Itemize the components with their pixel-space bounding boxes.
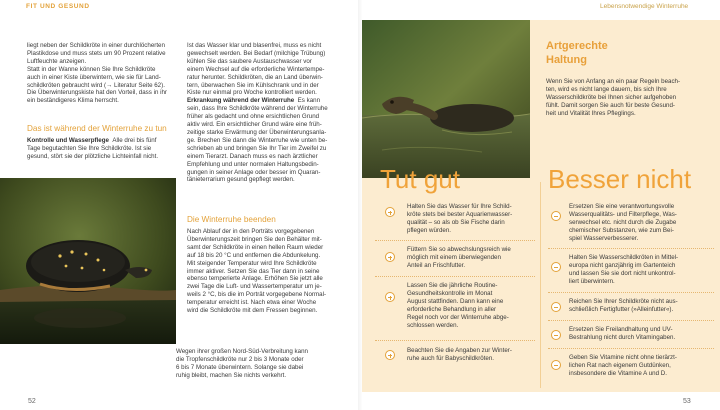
text-line: Regel noch vor der Winterruhe abge- <box>407 313 509 321</box>
turtle-photo <box>0 178 176 344</box>
text-line: ge. Brechen Sie dann die Winterruhe wie unten be- <box>187 136 328 144</box>
text-line: ein beständigeres Klima herrscht. <box>27 97 119 105</box>
text-line: gungen in seiner Anlage oder besser im Quaran- <box>187 168 321 176</box>
separator <box>548 320 714 321</box>
text-line: zwei Tage die Luft- und Wassertemperatur um je- <box>187 283 322 291</box>
text-line: schließlich Fertigfutter (»Alleinfutter«). <box>569 305 674 313</box>
text-line: schrieben ab und bringen Sie Ihr Tier im Zweifel zu <box>187 144 327 152</box>
bad-item <box>569 254 715 286</box>
text-line: ruhig bleibt, machen Sie nichts verkehrt. <box>176 371 287 379</box>
text-line: gewechselt werden. Bei Bedarf (milchige Trübung) <box>187 49 326 57</box>
plus-icon <box>385 350 395 360</box>
text-line: auf 18 bis 20 °C und entfernen die Abdunkelung. <box>187 251 321 259</box>
plus-icon <box>385 252 395 262</box>
box-title-line1: Artgerechte <box>546 40 608 52</box>
text-line: ebenso temperierte Anlage. Erhöhen Sie jetzt alle <box>187 275 323 283</box>
text-line: kröte stets bei bester Aquarienwasser- <box>407 210 513 218</box>
text-line: Bestrahlung nicht durch Vitamingaben. <box>569 333 676 341</box>
text-line: insbesondere die Vitamine A und D. <box>569 369 667 377</box>
text-line: Lassen Sie die jährliche Routine- <box>407 282 498 289</box>
text-line: Nach Ablauf der in den Porträts vorgegebenen <box>187 228 315 235</box>
text-line: schlossen werden. <box>407 321 459 329</box>
text-line: lichen Rat nach eigenem Gutdünken, <box>569 361 671 369</box>
text-line: früher als gedacht und ohne ersichtlichen Grund <box>187 113 320 121</box>
text-line: einem Wechsel auf die erforderliche Wintertempe- <box>187 65 325 73</box>
text-line: Kiste nur einmal pro Woche kontrolliert werden. <box>187 89 317 97</box>
text-line: erforderliche Behandlung in aller <box>407 305 497 313</box>
separator <box>375 240 535 241</box>
text-line: 6 bis 7 Monate überwintern. Solange sie dabei <box>176 363 304 371</box>
text-line: ratur herunter. Schildkröten, die an Land überwin- <box>187 73 323 81</box>
section1-text <box>27 137 182 161</box>
besser-nicht-heading: Besser nicht <box>548 164 692 194</box>
text-line: und lassen Sie sie dort nicht unkontrol- <box>569 269 676 277</box>
plus-icon <box>385 292 395 302</box>
text-line: tern, überwachen Sie im Kühlschrank und in der <box>187 81 319 89</box>
text-line: heit und Vitalität Ihres Pfleglings. <box>546 109 636 117</box>
text-line: Ersetzen Sie eine verantwortungsvolle <box>569 203 675 210</box>
bad-item <box>569 354 715 378</box>
good-item <box>407 203 535 235</box>
text-line: liert überwintern. <box>569 277 615 285</box>
text-line: Halten Sie das Wasser für Ihre Schild- <box>407 203 512 210</box>
text-line: ruhe auch für Babyschildkröten. <box>407 354 495 362</box>
text-line: fühlt. Damit sorgen Sie auch für beste Gesund- <box>546 101 675 109</box>
text-line: August stattfinden. Dann kann eine <box>407 297 504 305</box>
text-line: Überwinterungszeit bringen Sie den Behälter mit- <box>187 235 322 243</box>
panel-divider <box>540 182 541 388</box>
mud-turtle-image <box>362 20 530 178</box>
page-number-right: 53 <box>683 398 691 405</box>
text-line: schildkröten gebraucht wird (→ Literatur Seite 62). <box>27 81 165 89</box>
col2-text <box>187 42 347 184</box>
box-text <box>546 78 714 118</box>
text-line: Halten Sie Wasserschildkröten in Mittel- <box>569 254 679 261</box>
text-line: wird die Schildkröte mit dem Fressen beginnen. <box>187 307 318 315</box>
separator <box>548 348 714 349</box>
text-line: gesund, stört sie der plötzliche Lichteinfall nicht. <box>27 152 159 160</box>
running-header-right: Lebensnotwendige Winterruhe <box>600 3 689 10</box>
text-line: die Tropfenschildkröte nur 2 bis 3 Monate oder <box>176 355 304 363</box>
text-line: spiel Wasserverbesserer. <box>569 234 639 242</box>
page-number-left: 52 <box>28 398 36 405</box>
turtle-photo-right <box>362 20 530 178</box>
good-item <box>407 282 535 329</box>
text-line: Tage begutachten Sie Ihre Schildkröte. Ist sie <box>27 144 152 152</box>
separator <box>548 248 714 249</box>
minus-icon <box>551 302 561 312</box>
section2-text <box>187 228 347 315</box>
text-line: kühlen Sie das saubere Austauschwasser vor <box>187 57 312 65</box>
bad-item <box>569 326 715 342</box>
text-line: auch in einer Kiste überwintern, wie sie für Land- <box>27 73 161 81</box>
text-line: Statt in der Wanne können Sie Ihre Schildkröte <box>27 65 156 73</box>
section-heading-beenden: Die Winterruhe beenden <box>187 215 276 224</box>
text-line: Reichen Sie Ihrer Schildkröte nicht aus- <box>569 298 678 305</box>
bold-lead: Kontrolle und Wasserpflege <box>27 137 109 144</box>
text-line: Empfehlung und unter normalen Haltungsbedin- <box>187 160 319 168</box>
text-line: möglich mit einem überwiegenden <box>407 253 501 261</box>
text-line: liegt neben der Schildkröte in einer durchlöcherten <box>27 42 165 49</box>
text-line: einem Tierarzt. Danach muss es nach ärztlicher <box>187 152 318 160</box>
text-line: Ist das Wasser klar und blasenfrei, muss es nicht <box>187 42 322 49</box>
text-line: europa nicht ganzjährig im Gartenteich <box>569 261 676 269</box>
good-item <box>407 246 535 270</box>
text-line: Geben Sie Vitamine nicht ohne tierärzt- <box>569 354 677 361</box>
text-line: Es kann <box>297 97 321 105</box>
text-line: samt der Schildkröte in einen hellen Raum wieder <box>187 243 324 251</box>
text-line: immer aktiver. Setzen Sie das Tier dann in seine <box>187 267 320 275</box>
minus-icon <box>551 330 561 340</box>
text-line: serwechsel etc. nicht durch die Zugabe <box>569 218 677 226</box>
text-line: Beachten Sie die Angaben zur Winter- <box>407 347 512 354</box>
bad-item <box>569 203 715 243</box>
photo-caption <box>176 348 326 380</box>
text-line: Plastikdose und muss stets um 90 Prozent relative <box>27 49 166 57</box>
separator <box>375 276 535 277</box>
text-line: Wenn Sie von Anfang an ein paar Regeln beach- <box>546 78 681 85</box>
box-title-line2: Haltung <box>546 54 587 66</box>
section-heading-winterruhe: Das ist während der Winterruhe zu tun <box>27 124 167 133</box>
spotted-turtle-image <box>0 178 176 344</box>
minus-icon <box>551 360 561 370</box>
plus-icon <box>385 207 395 217</box>
text-line: ten, wird es nicht lange dauern, bis sich Ihre <box>546 85 667 93</box>
text-line: Wasserschildkröte bei Ihnen sicher aufgehoben <box>546 93 677 101</box>
good-item <box>407 347 535 363</box>
text-line: Mit steigender Temperatur wird Ihre Schildkröte <box>187 259 317 267</box>
text-line: aktiv wird. Ein ersichtlicher Grund wäre eine früh- <box>187 121 322 129</box>
text-line: Wegen ihrer großen Nord-Süd-Verbreitung kann <box>176 348 308 355</box>
text-line: pflegen würden. <box>407 226 452 234</box>
bold-lead: Erkrankung während der Winterruhe <box>187 97 295 105</box>
text-line: sein, dass Ihre Schildkröte während der Winterruhe <box>187 105 328 113</box>
col1-top-text <box>27 42 179 105</box>
text-line: Wasserqualitäts- und Filterpflege, Was- <box>569 210 677 218</box>
tut-gut-heading: Tut gut <box>380 164 460 194</box>
minus-icon <box>551 262 561 272</box>
bad-item <box>569 298 715 314</box>
separator <box>375 340 535 341</box>
running-header-left: FIT UND GESUND <box>26 3 90 10</box>
text-line: chemischer Substanzen, wie zum Bei- <box>569 226 674 234</box>
text-line: Die Überwinterungskiste hat den Vorteil, dass in ihr <box>27 89 167 97</box>
text-line: temperatur erreicht ist. Nach etwa einer Woche <box>187 299 317 307</box>
text-line: zeitige starke Erwärmung der Überwinterungsanla- <box>187 128 327 136</box>
text-line: weils 2 °C, bis die im Porträt vorgegebene Normal- <box>187 291 326 299</box>
text-line: qualität – so als ob Sie Fische darin <box>407 218 505 226</box>
text-line: Anteil an Frischfutter. <box>407 261 466 269</box>
minus-icon <box>551 211 561 221</box>
text-line: Alle drei bis fünf <box>112 137 157 144</box>
text-line: Füttern Sie so abwechslungsreich wie <box>407 246 511 253</box>
text-line: tänieterrarium gesund gepflegt werden. <box>187 176 295 184</box>
text-line: Ersetzen Sie Freilandhaltung und UV- <box>569 326 673 333</box>
text-line: Gesundheitskontrolle im Monat <box>407 289 493 297</box>
separator <box>548 292 714 293</box>
text-line: Luftfeuchte anzeigen. <box>27 57 87 65</box>
